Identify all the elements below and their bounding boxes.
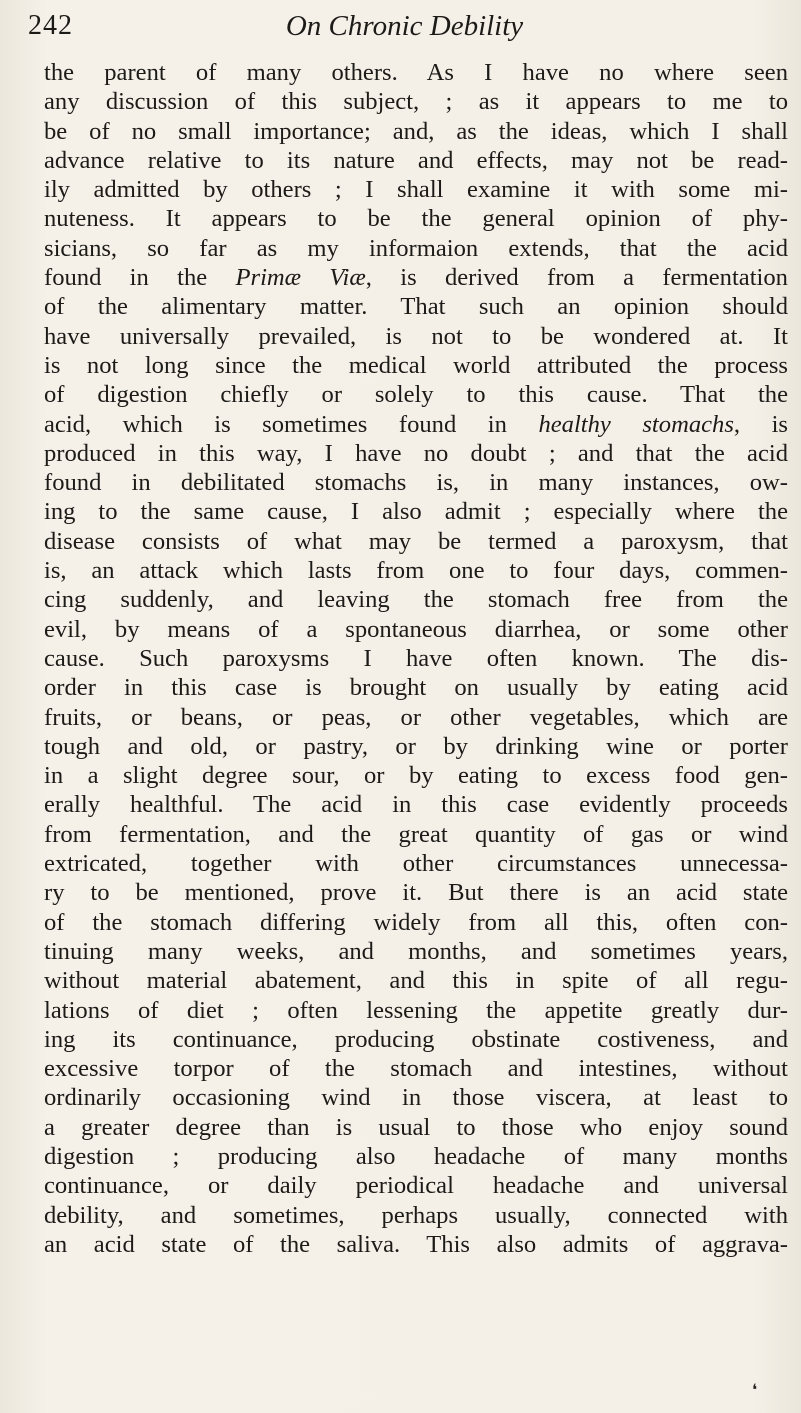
line-segment: erally healthful. The acid in this case evidently proceeds: [44, 791, 788, 819]
line-segment: order in this case is brought on usually by eating acid: [44, 674, 788, 702]
line-segment: from fermentation, and the great quantity of gas or wind: [44, 820, 788, 848]
running-title: On Chronic Debility: [285, 10, 524, 42]
line-segment: fruits, or beans, or peas, or other vegetables, which are: [44, 703, 788, 731]
text-line: [44, 87, 788, 116]
text-line: [44, 380, 788, 409]
text-line: [44, 175, 788, 204]
text-line: [44, 556, 788, 585]
text-line: [44, 1025, 788, 1054]
text-line: [44, 117, 788, 146]
line-segment: an acid state of the saliva. This also admits of aggrava-: [44, 1230, 788, 1258]
line-segment: excessive torpor of the stomach and intestines, without: [44, 1055, 788, 1083]
text-line: [44, 497, 788, 526]
text-line: [44, 322, 788, 351]
line-segment: lations of diet ; often lessening the appetite greatly dur-: [44, 996, 788, 1024]
text-line: [44, 790, 788, 819]
text-line: [44, 878, 788, 907]
text-line: [44, 1113, 788, 1142]
line-segment: sicians, so far as my informaion extends, that the acid: [44, 234, 788, 262]
line-segment: digestion ; producing also headache of many months: [44, 1142, 788, 1170]
line-segment: a greater degree than is usual to those who enjoy sound: [44, 1113, 788, 1141]
line-segment: tough and old, or pastry, or by drinking wine or porter: [44, 732, 788, 760]
text-line: [44, 673, 788, 702]
line-segment: disease consists of what may be termed a paroxysm, that: [44, 527, 788, 555]
italic-phrase: healthy stomachs: [538, 410, 734, 438]
text-line: [44, 204, 788, 233]
text-line: [44, 996, 788, 1025]
text-line: [44, 732, 788, 761]
text-line: [44, 849, 788, 878]
line-segment: ordinarily occasioning wind in those viscera, at least to: [44, 1084, 788, 1112]
text-line: [44, 292, 788, 321]
text-line: [44, 351, 788, 380]
text-line: [44, 1054, 788, 1083]
line-segment: found in the: [44, 264, 236, 292]
page-number: 242: [28, 10, 73, 41]
text-line: [44, 1083, 788, 1112]
line-segment: ry to be mentioned, prove it. But there is an acid state: [44, 879, 788, 907]
line-segment: have universally prevailed, is not to be wondered at. It: [44, 322, 788, 350]
line-segment: of the alimentary matter. That such an opinion should: [44, 293, 788, 321]
text-line: [44, 908, 788, 937]
text-line: [44, 1230, 788, 1259]
body-text: [44, 58, 788, 1259]
text-line: [44, 615, 788, 644]
text-line: [44, 966, 788, 995]
text-line: [44, 1171, 788, 1200]
line-segment: debility, and sometimes, perhaps usually, connected with: [44, 1201, 788, 1229]
line-segment: cing suddenly, and leaving the stomach free from the: [44, 586, 788, 614]
text-line: [44, 585, 788, 614]
line-segment: acid, which is sometimes found in: [44, 410, 539, 438]
line-segment: evil, by means of a spontaneous diarrhea, or some other: [44, 615, 788, 643]
line-segment: any discussion of this subject, ; as it appears to me to: [44, 88, 788, 116]
text-line: [44, 1201, 788, 1230]
italic-phrase: Primæ Viæ: [235, 264, 366, 292]
text-line: [44, 703, 788, 732]
text-line: [44, 439, 788, 468]
line-segment: continuance, or daily periodical headache and universal: [44, 1172, 788, 1200]
text-line: [44, 263, 788, 292]
line-segment: nuteness. It appears to be the general opinion of phy-: [44, 205, 788, 233]
line-segment: is, an attack which lasts from one to four days, commen-: [44, 557, 788, 585]
line-segment: produced in this way, I have no doubt ; and that the acid: [44, 439, 788, 467]
line-segment: without material abatement, and this in spite of all regu-: [44, 967, 788, 995]
text-line: [44, 761, 788, 790]
line-segment: ing its continuance, producing obstinate costiveness, and: [44, 1025, 788, 1053]
line-segment: ily admitted by others ; I shall examine it with some mi-: [44, 176, 788, 204]
text-line: [44, 820, 788, 849]
text-line: [44, 1142, 788, 1171]
line-segment: in a slight degree sour, or by eating to excess food gen-: [44, 762, 788, 790]
text-line: [44, 937, 788, 966]
text-line: [44, 644, 788, 673]
line-segment: of digestion chiefly or solely to this cause. That the: [44, 381, 788, 409]
text-line: [44, 58, 788, 87]
text-line: [44, 468, 788, 497]
line-segment: tinuing many weeks, and months, and sometimes years,: [44, 937, 788, 965]
line-segment: found in debilitated stomachs is, in many instances, ow-: [44, 469, 788, 497]
text-line: [44, 234, 788, 263]
line-segment: cause. Such paroxysms I have often known. The dis-: [44, 644, 788, 672]
line-segment: ing to the same cause, I also admit ; especially where the: [44, 498, 788, 526]
running-head: [28, 10, 781, 46]
line-segment: advance relative to its nature and effects, may not be read-: [44, 146, 788, 174]
line-segment: , is derived from a fermentation: [365, 264, 788, 292]
text-line: [44, 527, 788, 556]
line-segment: is not long since the medical world attributed the process: [44, 351, 788, 379]
line-segment: the parent of many others. As I have no where seen: [44, 59, 788, 86]
line-segment: extricated, together with other circumstances unnecessa-: [44, 850, 788, 878]
text-line: [44, 146, 788, 175]
line-segment: be of no small importance; and, as the ideas, which I shall: [44, 117, 788, 145]
text-line: [44, 410, 788, 439]
line-segment: of the stomach differing widely from all this, often con-: [44, 908, 788, 936]
printer-mark: ❛: [752, 1382, 758, 1399]
line-segment: , is: [733, 410, 788, 438]
